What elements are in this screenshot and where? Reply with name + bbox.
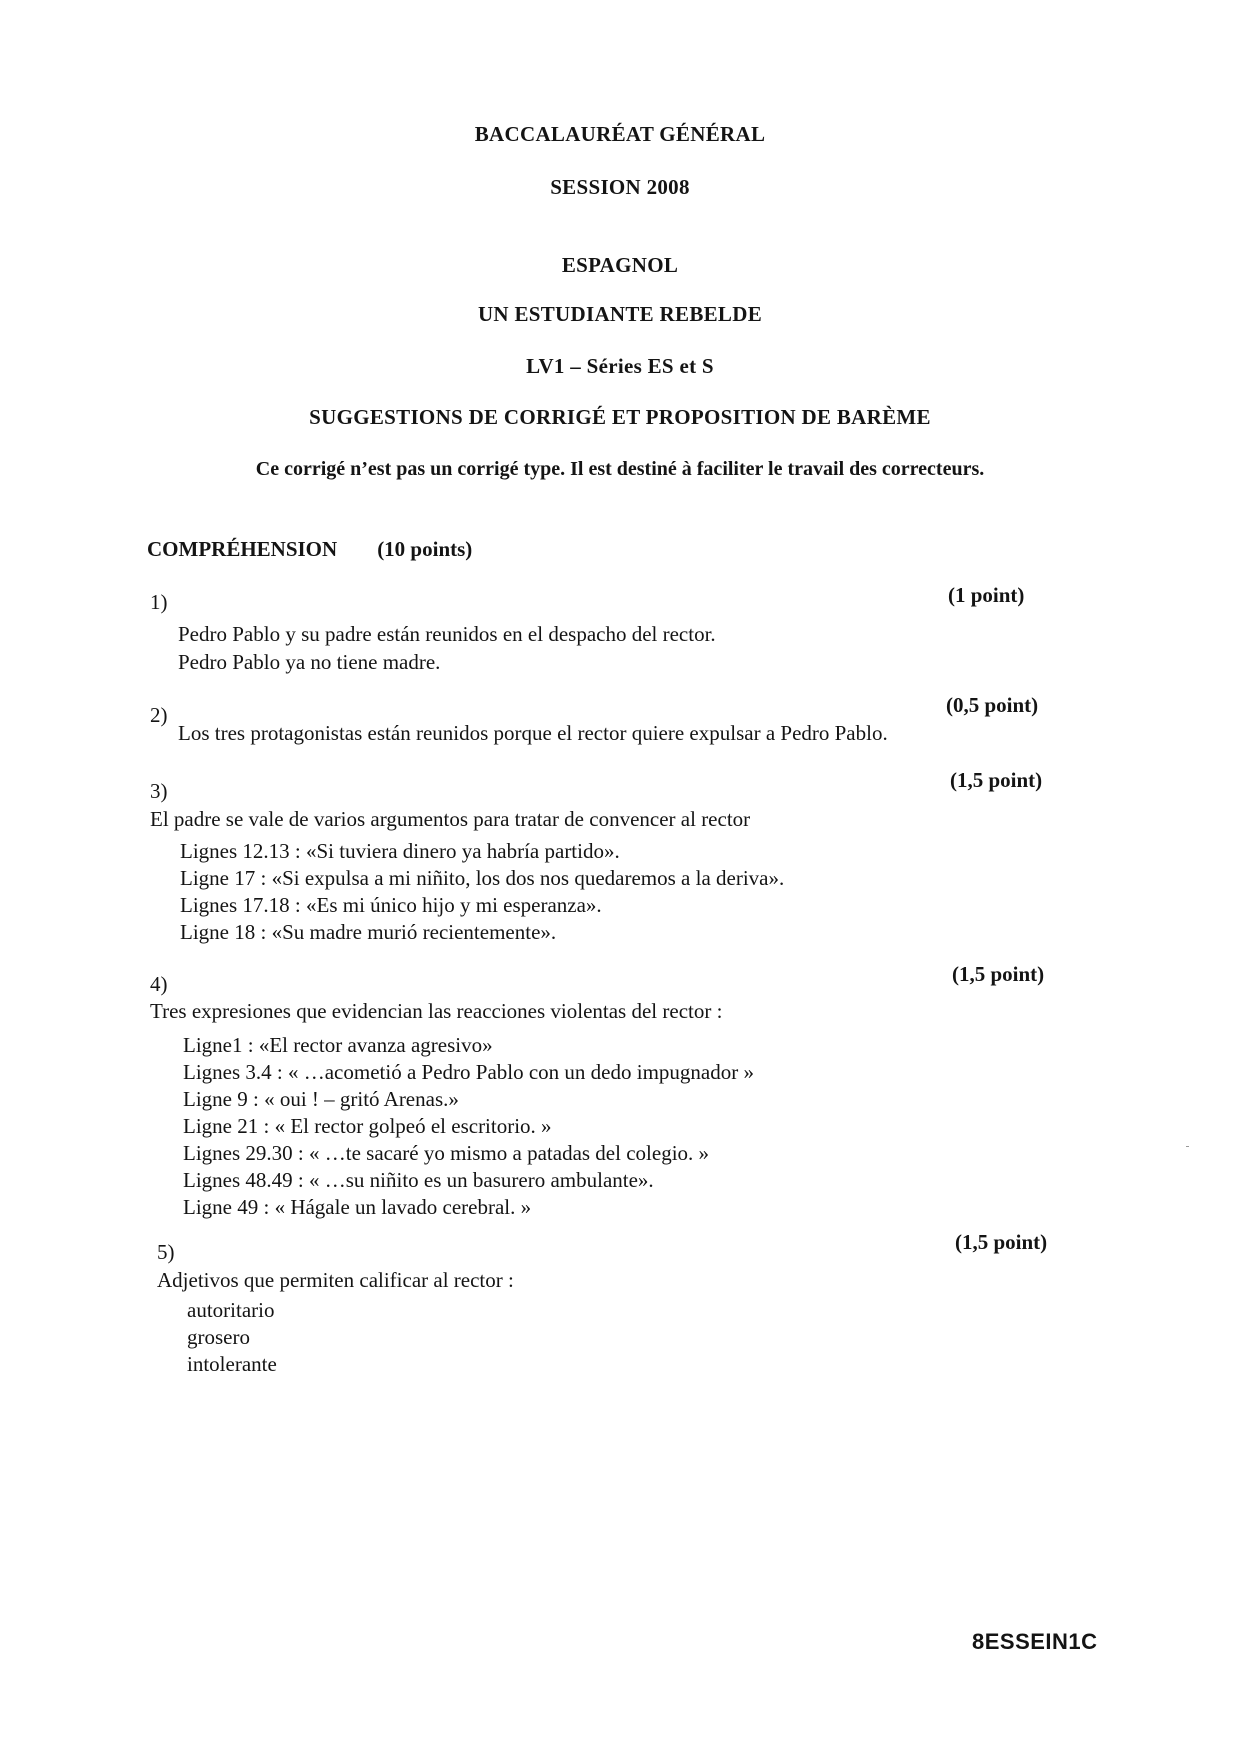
answer-line: Lignes 3.4 : « …acometió a Pedro Pablo con un dedo impugnador »	[183, 1060, 754, 1084]
question-4-number: 4)	[150, 972, 168, 996]
question-3-points: (1,5 point)	[950, 768, 1043, 792]
question-3-intro: El padre se vale de varios argumentos para tratar de convencer al rector	[150, 807, 751, 831]
answer-line: Ligne 49 : « Hágale un lavado cerebral. »	[183, 1195, 532, 1219]
answer-line: Ligne 18 : «Su madre murió recientemente».	[180, 920, 557, 944]
question-2-points: (0,5 point)	[946, 693, 1039, 717]
answer-line: Pedro Pablo y su padre están reunidos en el despacho del rector.	[178, 622, 716, 646]
document-heading: SUGGESTIONS DE CORRIGÉ ET PROPOSITION DE BARÈME	[309, 405, 931, 429]
text-title: UN ESTUDIANTE REBELDE	[477, 302, 763, 326]
section-title: COMPRÉHENSION	[147, 537, 338, 561]
answer-line: Lignes 17.18 : «Es mi único hijo y mi esperanza».	[180, 893, 602, 917]
question-3-number: 3)	[150, 779, 168, 803]
exam-title: BACCALAURÉAT GÉNÉRAL	[474, 122, 766, 146]
answer-line: Lignes 12.13 : «Si tuviera dinero ya habría partido».	[180, 839, 620, 863]
answer-line: Lignes 29.30 : « …te sacaré yo mismo a patadas del colegio. »	[183, 1141, 710, 1165]
answer-line: grosero	[187, 1325, 250, 1349]
question-5-intro: Adjetivos que permiten calificar al rector :	[157, 1268, 514, 1292]
question-1-number: 1)	[150, 590, 168, 614]
scan-speck	[1186, 1146, 1189, 1147]
answer-line: Lignes 48.49 : « …su niñito es un basurero ambulante».	[183, 1168, 654, 1192]
question-4-points: (1,5 point)	[952, 962, 1045, 986]
section-heading	[147, 537, 472, 562]
answer-line: intolerante	[187, 1352, 277, 1376]
answer-line: Ligne 21 : « El rector golpeó el escritorio. »	[183, 1114, 552, 1138]
question-5-points: (1,5 point)	[955, 1230, 1048, 1254]
series-line: LV1 – Séries ES et S	[526, 354, 714, 378]
question-5-number: 5)	[157, 1240, 175, 1264]
answer-line: Ligne 9 : « oui ! – gritó Arenas.»	[183, 1087, 459, 1111]
answer-line: Ligne1 : «El rector avanza agresivo»	[183, 1033, 493, 1057]
answer-line: Los tres protagonistas están reunidos porque el rector quiere expulsar a Pedro Pablo.	[178, 721, 888, 745]
question-1-points: (1 point)	[948, 583, 1025, 607]
answer-line: autoritario	[187, 1298, 275, 1322]
answer-line: Pedro Pablo ya no tiene madre.	[178, 650, 441, 674]
document-code: 8ESSEIN1C	[972, 1629, 1098, 1654]
section-points: (10 points)	[377, 537, 473, 561]
answer-line: Ligne 17 : «Si expulsa a mi niñito, los dos nos quedaremos a la deriva».	[180, 866, 785, 890]
disclaimer-note: Ce corrigé n’est pas un corrigé type. Il est destiné à faciliter le travail des correcteurs.	[255, 458, 985, 480]
question-2-number: 2)	[150, 703, 168, 727]
subject: ESPAGNOL	[561, 253, 679, 277]
session-line: SESSION 2008	[550, 175, 690, 199]
question-4-intro: Tres expresiones que evidencian las reacciones violentas del rector :	[150, 999, 723, 1023]
